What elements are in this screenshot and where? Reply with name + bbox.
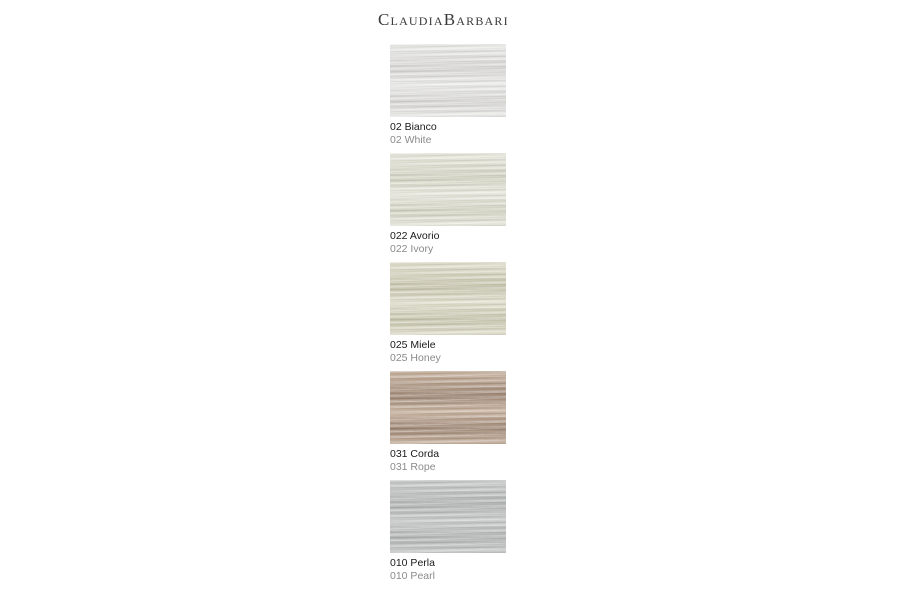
swatch-name-it: 031 Corda	[390, 448, 440, 460]
swatch-name-en: 022 Ivory	[390, 243, 434, 255]
swatch-tile	[390, 153, 506, 226]
swatch-tile	[390, 44, 506, 117]
swatch-name-it: 02 Bianco	[390, 121, 437, 133]
swatch-name-it: 022 Avorio	[390, 230, 440, 242]
swatch-name-en: 031 Rope	[390, 461, 436, 473]
swatch-name-en: 025 Honey	[390, 352, 441, 364]
swatch-tile	[390, 262, 506, 335]
swatch-list	[390, 44, 510, 589]
swatch-tile	[390, 480, 506, 553]
swatch-item	[390, 153, 510, 262]
swatch-tile	[390, 371, 506, 444]
swatch-name-en: 02 White	[390, 134, 432, 146]
swatch-item	[390, 262, 510, 371]
swatch-name-it: 025 Miele	[390, 339, 436, 351]
swatch-name-en: 010 Pearl	[390, 570, 435, 582]
swatch-item	[390, 480, 510, 589]
swatch-item	[390, 371, 510, 480]
brand-logo: ClaudiaBarbari	[378, 10, 509, 29]
swatch-name-it: 010 Perla	[390, 557, 435, 569]
swatch-item	[390, 44, 510, 153]
